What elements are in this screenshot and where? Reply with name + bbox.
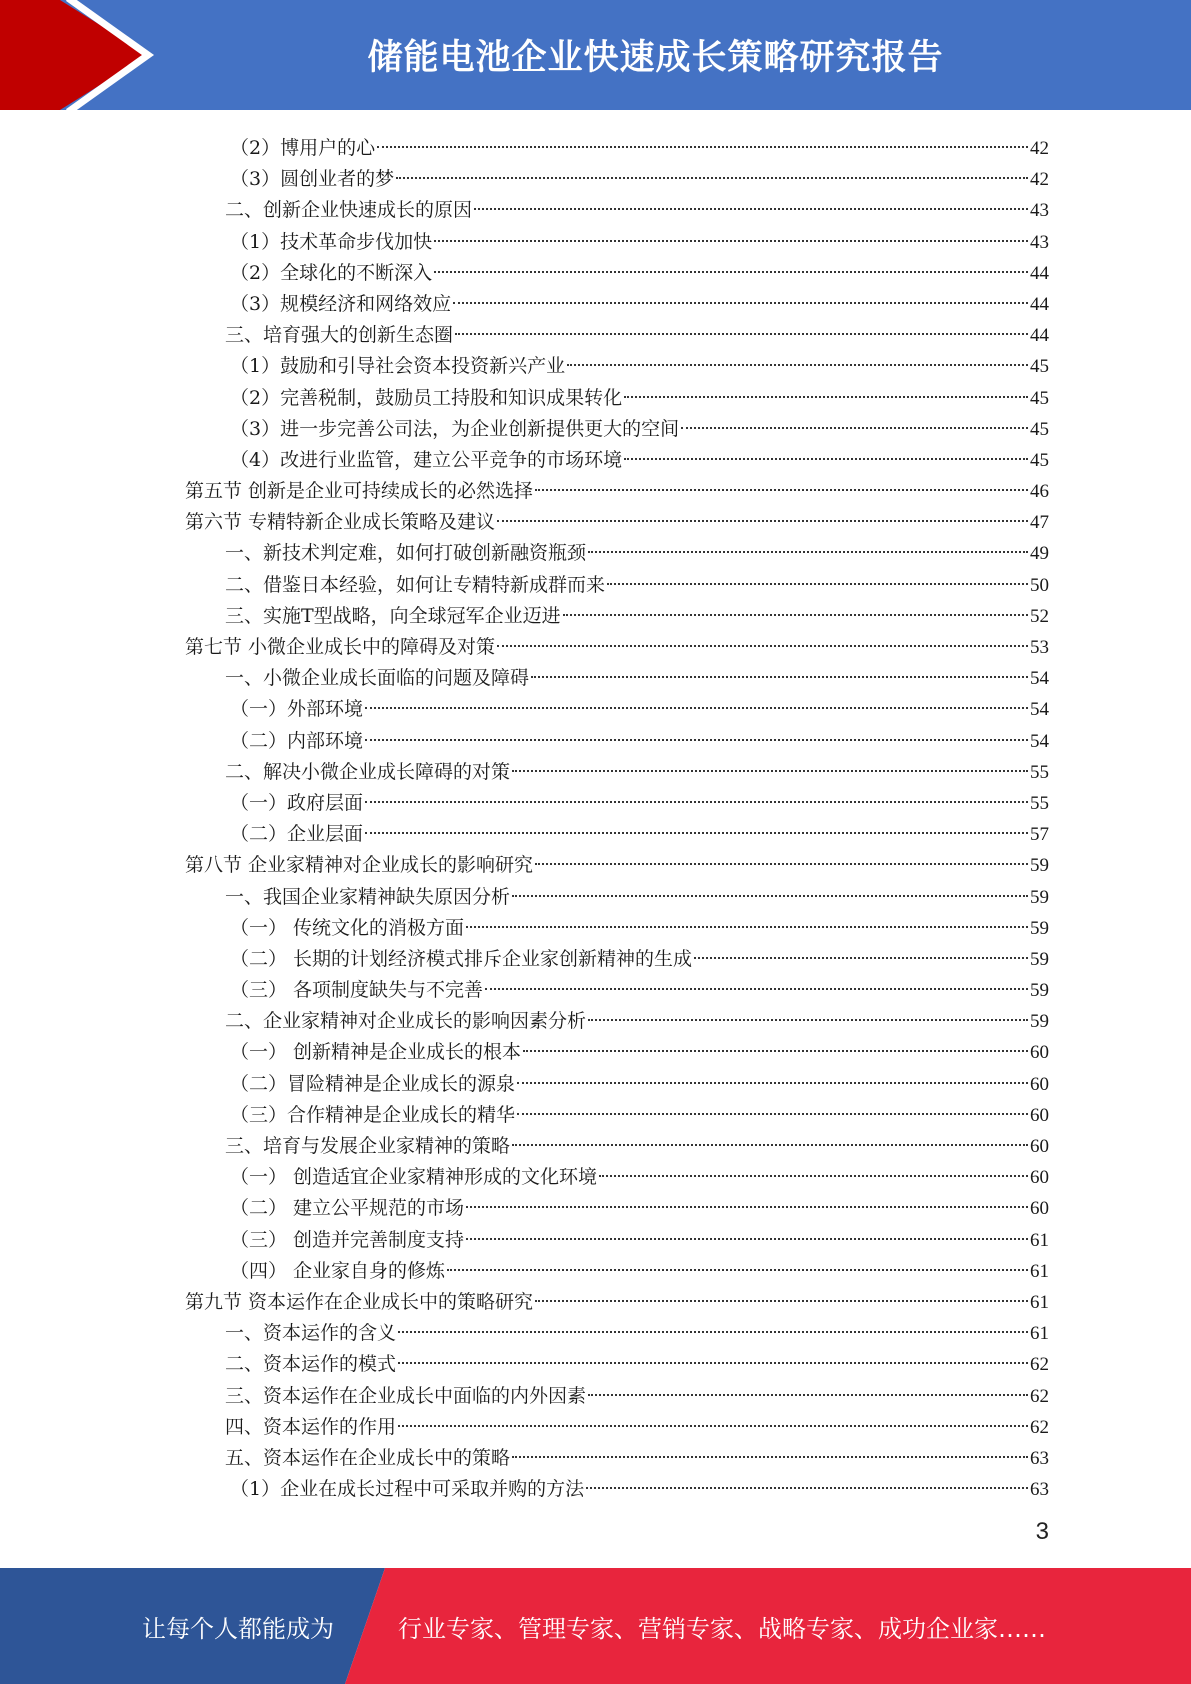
- toc-leader-dots: [434, 247, 1028, 273]
- toc-entry-title: （3）圆创业者的梦: [230, 168, 395, 191]
- toc-leader-dots: [512, 871, 1028, 897]
- toc-leader-dots: [398, 1401, 1028, 1427]
- toc-entry-title: 一、新技术判定难，如何打破创新融资瓶颈: [225, 542, 587, 565]
- toc-leader-dots: [523, 1026, 1028, 1052]
- toc-entry-page: 60: [1030, 1136, 1049, 1157]
- toc-entry-title: 第六节 专精特新企业成长策略及建议: [185, 511, 496, 534]
- toc-entry-page: 60: [1030, 1042, 1049, 1064]
- toc-entry-title: 二、借鉴日本经验，如何让专精特新成群而来: [225, 573, 606, 596]
- toc-leader-dots: [607, 559, 1028, 585]
- toc-leader-dots: [365, 683, 1028, 709]
- toc-entry-title: 三、培育强大的创新生态圈: [225, 324, 454, 347]
- toc-entry-page: 62: [1030, 1416, 1049, 1438]
- toc-leader-dots: [474, 184, 1028, 210]
- toc-entry-title: （四） 企业家自身的修炼: [230, 1259, 446, 1282]
- toc-entry-page: 61: [1030, 1291, 1049, 1313]
- chevron-icon: [0, 0, 160, 110]
- toc-leader-dots: [453, 278, 1028, 304]
- toc-entry-title: 第七节 小微企业成长中的障碍及对策: [185, 636, 496, 658]
- toc-entry-title: 三、培育与发展企业家精神的策略: [225, 1135, 511, 1157]
- toc-leader-dots: [588, 1370, 1028, 1396]
- toc-entry-page: 45: [1030, 449, 1049, 471]
- toc-leader-dots: [466, 1182, 1028, 1208]
- toc-leader-dots: [455, 309, 1028, 335]
- toc-leader-dots: [535, 1276, 1028, 1302]
- toc-entry-title: （二）企业层面: [230, 823, 364, 846]
- toc-leader-dots: [531, 652, 1028, 678]
- toc-entry-page: 47: [1030, 512, 1049, 534]
- toc-entry-title: 第八节 企业家精神对企业成长的影响研究: [185, 854, 534, 877]
- toc-entry-title: （三） 各项制度缺失与不完善: [230, 979, 484, 1002]
- toc-entry-title: （3）进一步完善公司法，为企业创新提供更大的空间: [230, 417, 680, 440]
- toc-leader-dots: [512, 1432, 1028, 1458]
- toc-leader-dots: [512, 1120, 1028, 1146]
- toc-leader-dots: [586, 1463, 1028, 1489]
- toc-leader-dots: [466, 902, 1028, 928]
- toc-entry-title: 五、资本运作在企业成长中的策略: [225, 1446, 511, 1469]
- toc-entry-title: 二、资本运作的模式: [225, 1353, 397, 1376]
- toc-entry-page: 60: [1030, 1073, 1049, 1095]
- toc-entry-page: 55: [1030, 792, 1049, 814]
- toc-entry-title: 二、创新企业快速成长的原因: [225, 199, 473, 222]
- toc-entry[interactable]: [185, 1469, 1049, 1500]
- toc-leader-dots: [365, 715, 1028, 741]
- toc-entry-page: 61: [1030, 1323, 1049, 1345]
- toc-entry-page: 63: [1030, 1447, 1049, 1469]
- toc-entry-page: 52: [1030, 605, 1049, 627]
- toc-entry-title: （三）合作精神是企业成长的精华: [230, 1103, 516, 1126]
- toc-entry-title: （2）全球化的不断深入: [230, 261, 433, 284]
- document-title: 储能电池企业快速成长策略研究报告: [367, 38, 944, 78]
- toc-entry-page: 63: [1030, 1479, 1049, 1501]
- toc-entry-page: 42: [1030, 169, 1049, 191]
- toc-entry-page: 55: [1030, 761, 1049, 783]
- toc-entry-title: （一）政府层面: [230, 791, 364, 814]
- toc-leader-dots: [377, 122, 1028, 148]
- toc-leader-dots: [588, 527, 1028, 553]
- toc-entry-title: （二）内部环境: [230, 729, 364, 752]
- toc-leader-dots: [434, 216, 1028, 242]
- toc-entry-title: 四、资本运作的作用: [225, 1415, 397, 1438]
- toc-leader-dots: [517, 1089, 1028, 1115]
- toc-entry-title: （2）完善税制，鼓励员工持股和知识成果转化: [230, 386, 623, 409]
- toc-entry-title: （二） 建立公平规范的市场: [230, 1197, 465, 1220]
- toc-leader-dots: [497, 496, 1028, 522]
- toc-entry-page: 59: [1030, 1011, 1049, 1033]
- toc-entry-title: （4）改进行业监管，建立公平竞争的市场环境: [230, 448, 623, 471]
- toc-entry-page: 62: [1030, 1354, 1049, 1376]
- toc-leader-dots: [624, 434, 1028, 460]
- page-number: 3: [1035, 1518, 1049, 1545]
- toc-leader-dots: [588, 995, 1028, 1021]
- toc-entry-page: 54: [1030, 668, 1049, 690]
- toc-entry-title: 三、资本运作在企业成长中面临的内外因素: [225, 1384, 587, 1407]
- toc-entry-title: 一、我国企业家精神缺失原因分析: [225, 885, 511, 908]
- toc-entry-title: （3）规模经济和网络效应: [230, 292, 452, 315]
- toc-entry-page: 54: [1030, 699, 1049, 721]
- toc-entry-page: 59: [1030, 948, 1049, 970]
- toc-entry-title: （一）外部环境: [230, 698, 364, 721]
- toc-entry-page: 49: [1030, 543, 1049, 565]
- toc-entry-page: 59: [1030, 980, 1049, 1002]
- toc-entry-title: 二、解决小微企业成长障碍的对策: [225, 760, 511, 783]
- toc-entry-page: 61: [1030, 1260, 1049, 1282]
- toc-entry-page: 59: [1030, 855, 1049, 877]
- toc-entry-page: 60: [1030, 1104, 1049, 1126]
- toc-entry-title: （二）冒险精神是企业成长的源泉: [230, 1072, 516, 1095]
- toc-entry-title: 一、资本运作的含义: [225, 1322, 397, 1345]
- toc-leader-dots: [398, 1307, 1028, 1333]
- toc-entry-title: 第九节 资本运作在企业成长中的策略研究: [185, 1290, 534, 1313]
- toc-entry-page: 60: [1030, 1167, 1049, 1189]
- toc-entry-page: 44: [1030, 325, 1049, 347]
- toc-entry-page: 53: [1030, 637, 1049, 658]
- toc-entry-page: 50: [1030, 574, 1049, 596]
- toc-entry-page: 60: [1030, 1198, 1049, 1220]
- footer-slogan-left: 让每个人都能成为: [142, 1614, 334, 1643]
- table-of-contents: [185, 128, 1049, 1500]
- toc-leader-dots: [447, 1245, 1028, 1271]
- toc-entry-page: 45: [1030, 418, 1049, 440]
- toc-leader-dots: [365, 777, 1028, 803]
- toc-leader-dots: [466, 1214, 1028, 1240]
- toc-entry-page: 59: [1030, 917, 1049, 939]
- toc-entry-page: 61: [1030, 1229, 1049, 1251]
- footer-slogan-right: 行业专家、管理专家、营销专家、战略专家、成功企业家……: [398, 1614, 1046, 1643]
- toc-entry-title: （一） 创新精神是企业成长的根本: [230, 1041, 522, 1064]
- toc-entry-title: （1）技术革命步伐加快: [230, 230, 433, 253]
- toc-entry-page: 43: [1030, 231, 1049, 253]
- toc-leader-dots: [517, 1058, 1028, 1084]
- toc-entry-title: （1）企业在成长过程中可采取并购的方法: [230, 1478, 585, 1501]
- toc-entry-page: 46: [1030, 481, 1049, 503]
- toc-leader-dots: [485, 964, 1028, 990]
- toc-entry-title: （一） 传统文化的消极方面: [230, 916, 465, 939]
- toc-entry-title: 第五节 创新是企业可持续成长的必然选择: [185, 480, 534, 503]
- toc-entry-page: 54: [1030, 730, 1049, 752]
- page-header: [0, 0, 1191, 110]
- toc-leader-dots: [365, 808, 1028, 834]
- toc-entry-page: 57: [1030, 824, 1049, 846]
- toc-entry-title: 一、小微企业成长面临的问题及障碍: [225, 667, 530, 690]
- toc-entry-page: 45: [1030, 356, 1049, 378]
- toc-entry-page: 62: [1030, 1385, 1049, 1407]
- toc-entry-title: （1）鼓励和引导社会资本投资新兴产业: [230, 355, 566, 378]
- toc-leader-dots: [535, 839, 1028, 865]
- toc-entry-title: （三） 创造并完善制度支持: [230, 1228, 465, 1251]
- toc-leader-dots: [535, 465, 1028, 491]
- toc-leader-dots: [497, 621, 1028, 647]
- toc-leader-dots: [681, 403, 1028, 429]
- toc-entry-title: 二、企业家精神对企业成长的影响因素分析: [225, 1010, 587, 1033]
- toc-leader-dots: [396, 153, 1028, 179]
- toc-leader-dots: [694, 933, 1028, 959]
- toc-entry-title: （二） 长期的计划经济模式排斥企业家创新精神的生成: [230, 947, 693, 970]
- toc-entry-page: 44: [1030, 262, 1049, 284]
- toc-entry-title: 三、实施T型战略，向全球冠军企业迈进: [225, 604, 561, 627]
- toc-entry-title: （一） 创造适宜企业家精神形成的文化环境: [230, 1166, 598, 1189]
- toc-entry-page: 42: [1030, 138, 1049, 159]
- toc-leader-dots: [512, 746, 1028, 772]
- toc-entry-page: 59: [1030, 886, 1049, 908]
- toc-entry-page: 43: [1030, 200, 1049, 222]
- toc-leader-dots: [624, 372, 1028, 398]
- toc-leader-dots: [599, 1151, 1028, 1177]
- toc-entry-page: 45: [1030, 387, 1049, 409]
- toc-leader-dots: [567, 340, 1028, 366]
- toc-entry-title: （2）博用户的心: [230, 137, 376, 159]
- toc-entry-page: 44: [1030, 293, 1049, 315]
- toc-leader-dots: [563, 590, 1028, 616]
- toc-leader-dots: [398, 1338, 1028, 1364]
- page-footer: [0, 1568, 1191, 1684]
